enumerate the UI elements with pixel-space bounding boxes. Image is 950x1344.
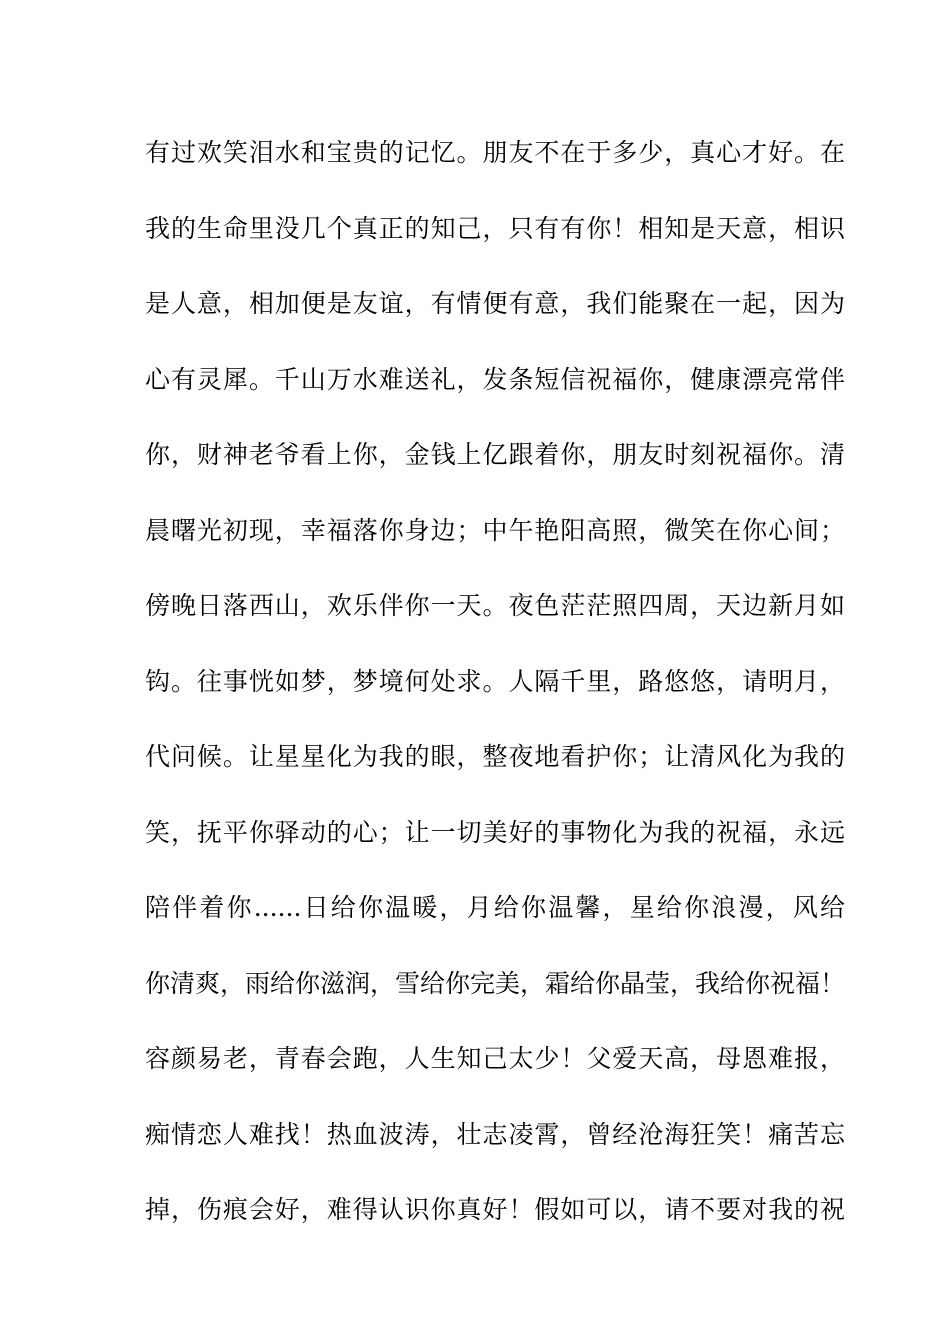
text-line: 陪伴着你......日给你温暖，月给你温馨，星给你浪漫，风给 xyxy=(145,893,845,922)
body-text xyxy=(145,130,845,1263)
text-line: 心有灵犀。千山万水难送礼，发条短信祝福你，健康漂亮常伴 xyxy=(145,364,845,394)
text-line: 你清爽，雨给你滋润，雪给你完美，霜给你晶莹，我给你祝福！ xyxy=(145,968,846,998)
text-line: 掉，伤痕会好，难得认识你真好！假如可以，请不要对我的祝 xyxy=(145,1195,845,1224)
text-line: 笑，抚平你驿动的心；让一切美好的事物化为我的祝福，永远 xyxy=(145,817,845,847)
text-line: 晨曙光初现，幸福落你身边；中午艳阳高照，微笑在你心间； xyxy=(145,515,845,545)
text-line: 你，财神老爷看上你，金钱上亿跟着你，朋友时刻祝福你。清 xyxy=(145,440,845,469)
text-line: 有过欢笑泪水和宝贵的记忆。朋友不在于多少，真心才好。在 xyxy=(145,138,845,167)
text-line: 代问候。让星星化为我的眼，整夜地看护你；让清风化为我的 xyxy=(145,742,845,771)
text-line: 痴情恋人难找！热血波涛，壮志凌霄，曾经沧海狂笑！痛苦忘 xyxy=(145,1119,845,1149)
text-line: 傍晚日落西山，欢乐伴你一天。夜色茫茫照四周，天边新月如 xyxy=(145,591,845,620)
text-line: 是人意，相加便是友谊，有情便有意，我们能聚在一起，因为 xyxy=(145,289,845,318)
text-line: 我的生命里没几个真正的知己，只有有你！相知是天意，相识 xyxy=(145,213,845,243)
text-line: 容颜易老，青春会跑，人生知己太少！父爱天高，母恩难报， xyxy=(145,1044,845,1073)
text-line: 钩。往事恍如梦，梦境何处求。人隔千里，路悠悠，请明月， xyxy=(145,666,845,696)
